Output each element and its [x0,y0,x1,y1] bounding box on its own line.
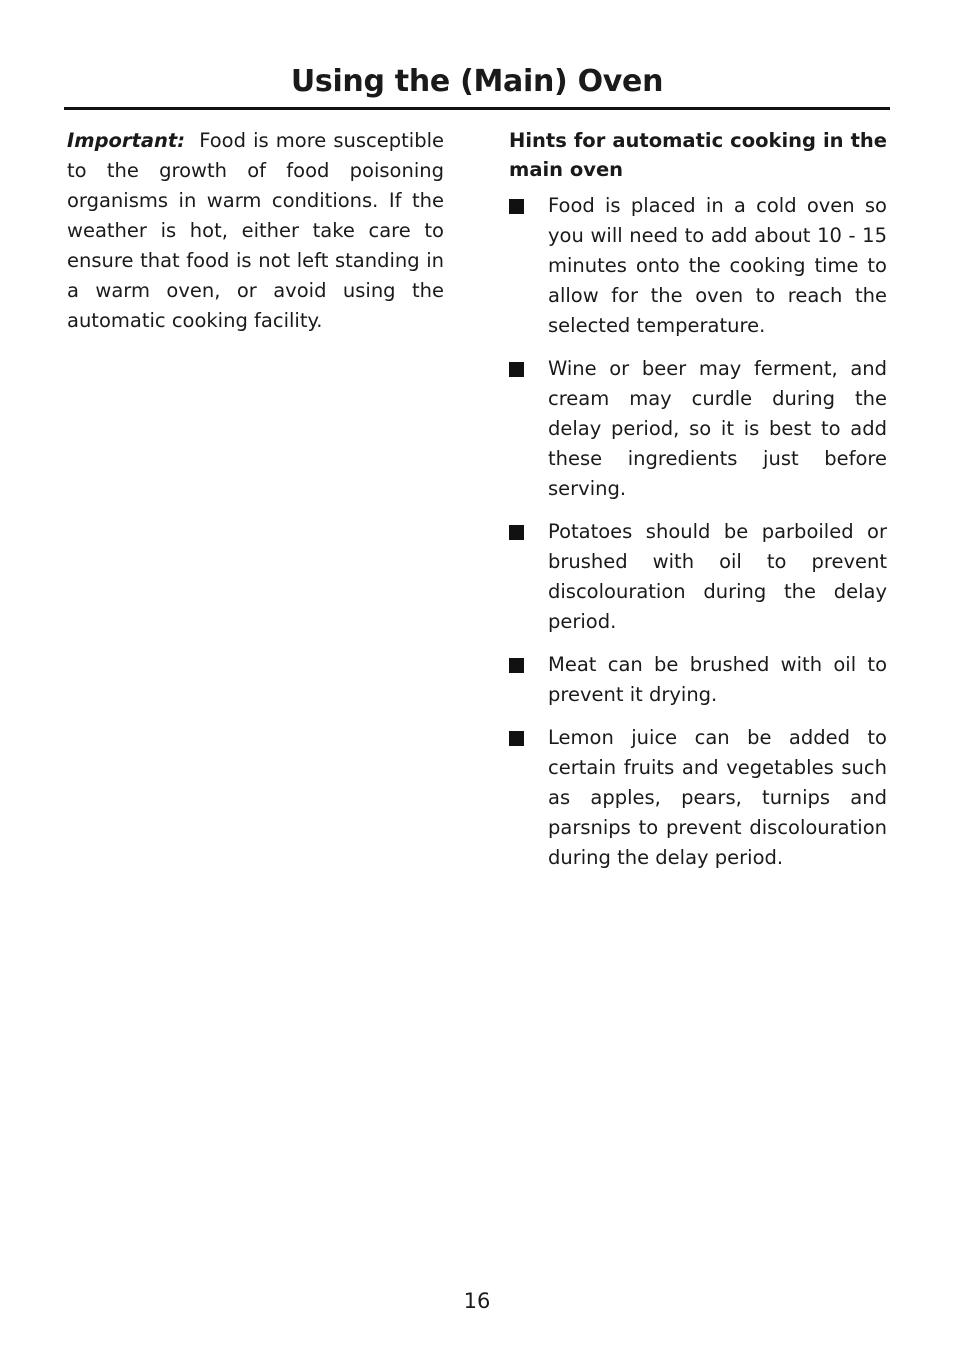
hint-text: Food is placed in a cold oven so you will need to add about 10 - 15 minutes onto the cooking time to allow for the oven to reach the selected temperature. [548,194,887,337]
hint-item [509,723,887,873]
square-bullet-icon [509,362,524,377]
hint-text: Meat can be brushed with oil to prevent it drying. [548,653,887,706]
hint-item [509,517,887,637]
hint-item [509,354,887,504]
square-bullet-icon [509,731,524,746]
title-divider [64,107,890,110]
hint-item [509,650,887,710]
hint-text: Potatoes should be parboiled or brushed with oil to prevent discolouration during the delay period. [548,520,887,633]
page-title: Using the (Main) Oven [290,64,664,99]
hint-item [509,191,887,341]
important-label: Important: [67,129,186,152]
hint-text: Lemon juice can be added to certain fruits and vegetables such as apples, pears, turnips and parsnips to prevent discolouration during the delay period. [548,726,887,869]
square-bullet-icon [509,525,524,540]
page-number: 16 [463,1289,491,1313]
hints-heading: Hints for automatic cooking in the main oven [509,129,887,181]
hint-list [509,191,887,873]
hints-section [509,126,887,886]
important-note [67,126,444,336]
square-bullet-icon [509,199,524,214]
hint-text: Wine or beer may ferment, and cream may curdle during the delay period, so it is best to add these ingredients just before serving. [548,357,887,500]
square-bullet-icon [509,658,524,673]
important-text: Food is more susceptible to the growth of food poisoning organisms in warm conditions. If the weather is hot, either take care to ensure that food is not left standing in a warm oven, or avoid using the automatic cooking facility. [67,129,444,332]
